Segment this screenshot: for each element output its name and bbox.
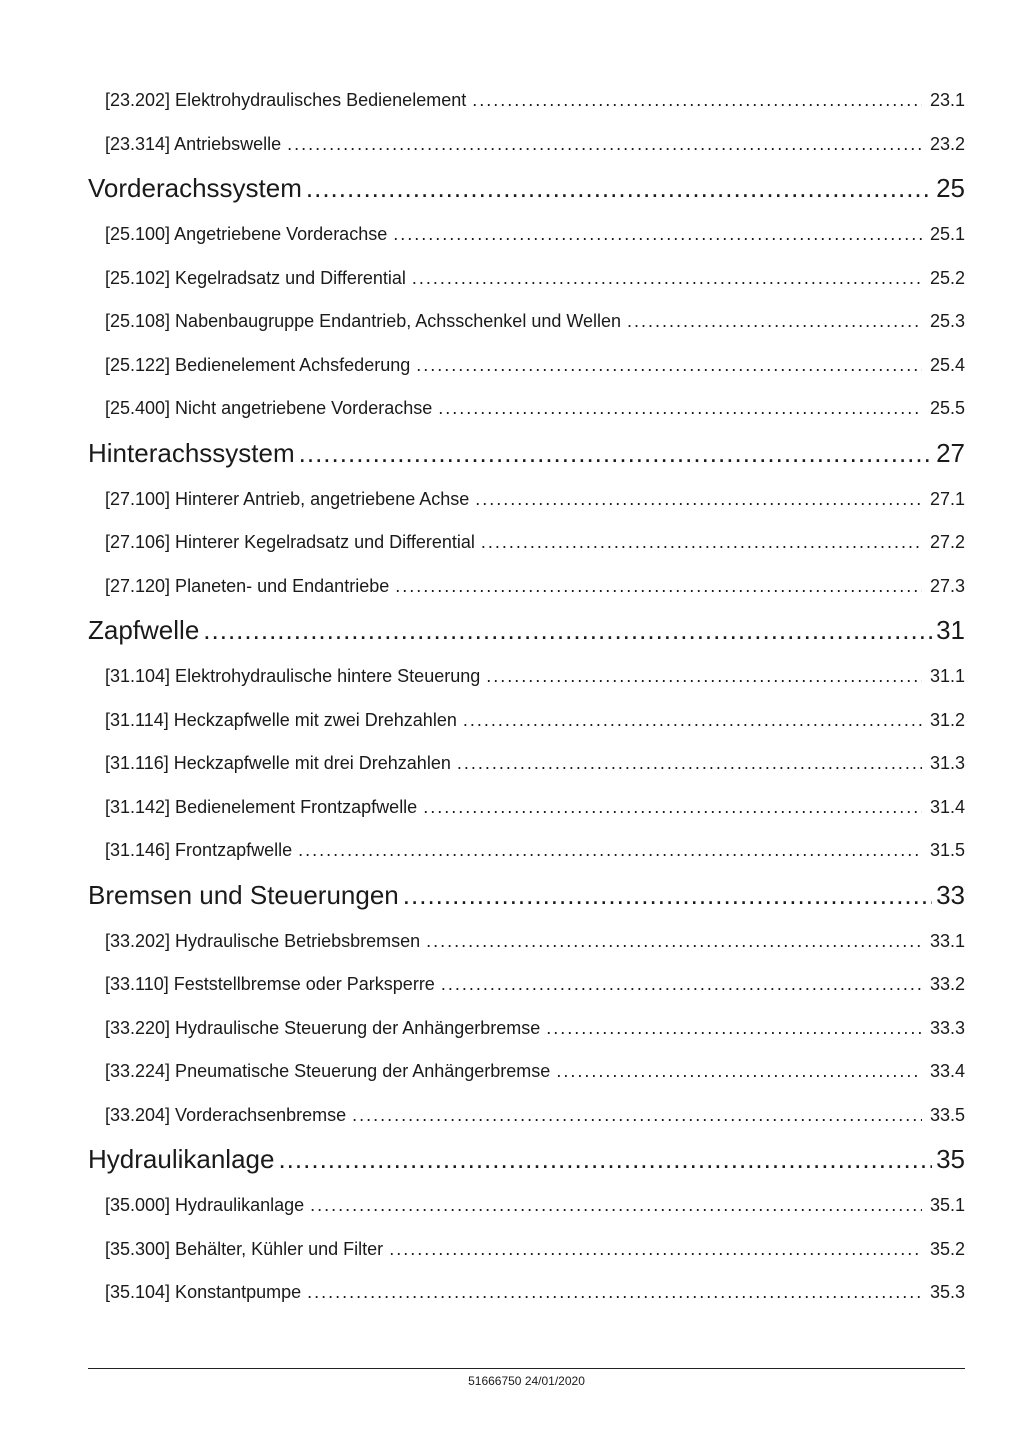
dot-leader: [475, 489, 922, 510]
dot-leader: [481, 532, 922, 553]
dot-leader: [298, 840, 922, 861]
toc-page-number: 25.2: [929, 267, 965, 288]
toc-entry[interactable]: [88, 214, 965, 258]
toc-entry-title: [27.100] Hinterer Antrieb, angetriebene Achse: [105, 488, 470, 509]
toc-entry[interactable]: [88, 921, 965, 965]
toc-page-number: 23.1: [929, 90, 965, 110]
toc-entry-title: Hinterachssystem: [88, 437, 295, 468]
toc-entry-title: [25.100] Angetriebene Vorderachse: [105, 224, 388, 244]
toc-page-number: 31: [936, 615, 965, 645]
dot-leader: [307, 1282, 922, 1303]
footer-divider: [88, 1368, 965, 1369]
toc-page-number: 25: [936, 173, 965, 203]
dot-leader: [287, 134, 922, 155]
toc-entry[interactable]: [88, 1008, 965, 1052]
toc-entry[interactable]: [88, 124, 965, 168]
toc-entry[interactable]: [88, 301, 965, 345]
toc-page-number: 31.5: [929, 840, 965, 860]
toc-entry[interactable]: [88, 80, 965, 124]
dot-leader: [457, 753, 922, 774]
toc-entry[interactable]: [88, 964, 965, 1008]
toc-entry[interactable]: [88, 787, 965, 831]
toc-entry[interactable]: [88, 1095, 965, 1139]
toc-entry-title: [35.300] Behälter, Kühler und Filter: [105, 1238, 384, 1259]
toc-entry-title: [25.122] Bedienelement Achsfederung: [105, 354, 411, 375]
toc-entry-title: [31.104] Elektrohydraulische hintere Steuerung: [105, 666, 481, 686]
dot-leader: [203, 615, 932, 646]
toc-entry-title: [35.104] Konstantpumpe: [105, 1282, 302, 1302]
toc-entry-title: [23.202] Elektrohydraulisches Bedienelement: [105, 90, 467, 110]
toc-page-number: 23.2: [929, 133, 965, 154]
toc-entry-title: [33.220] Hydraulische Steuerung der Anhängerbremse: [105, 1017, 541, 1038]
toc-page-number: 27.1: [929, 488, 965, 509]
toc-page-number: 27.2: [929, 532, 965, 552]
toc-page-number: 31.3: [929, 753, 965, 773]
dot-leader: [310, 1195, 922, 1216]
dot-leader: [352, 1105, 922, 1126]
toc-section-heading[interactable]: [88, 1138, 965, 1185]
dot-leader: [472, 90, 922, 111]
toc-section-heading[interactable]: [88, 432, 965, 479]
dot-leader: [556, 1061, 922, 1082]
toc-page-number: 25.1: [929, 224, 965, 244]
toc-entry-title: [33.202] Hydraulische Betriebsbremsen: [105, 930, 421, 951]
toc-page-number: 33.1: [929, 930, 965, 951]
toc-entry-title: [23.314] Antriebswelle: [105, 133, 282, 154]
dot-leader: [403, 880, 932, 911]
dot-leader: [393, 224, 922, 245]
toc-entry-title: [35.000] Hydraulikanlage: [105, 1195, 305, 1215]
toc-page-number: 33.5: [929, 1104, 965, 1125]
toc-page-number: 35.3: [929, 1282, 965, 1302]
toc-entry[interactable]: [88, 700, 965, 744]
toc-entry-title: [25.108] Nabenbaugruppe Endantrieb, Achsschenkel und Wellen: [105, 311, 622, 331]
toc-entry-title: [31.146] Frontzapfwelle: [105, 840, 293, 860]
toc-page-number: 35: [936, 1144, 965, 1174]
dot-leader: [546, 1018, 922, 1039]
toc-entry[interactable]: [88, 1185, 965, 1229]
dot-leader: [463, 710, 922, 731]
toc-entry-title: [31.116] Heckzapfwelle mit drei Drehzahlen: [105, 753, 451, 773]
dot-leader: [441, 974, 922, 995]
toc-page-number: 31.1: [929, 666, 965, 686]
toc-entry-title: Bremsen und Steuerungen: [88, 879, 399, 910]
toc-page-number: 33: [936, 879, 965, 910]
dot-leader: [395, 576, 922, 597]
toc-page-number: 33.2: [929, 974, 965, 994]
footer-document-id: 51666750 24/01/2020: [468, 1374, 585, 1388]
toc-entry[interactable]: [88, 479, 965, 523]
toc-page-number: 35.1: [929, 1195, 965, 1215]
toc-entry[interactable]: [88, 830, 965, 874]
dot-leader: [278, 1144, 932, 1175]
dot-leader: [416, 355, 922, 376]
dot-leader: [299, 438, 932, 469]
toc-page-number: 31.2: [929, 709, 965, 730]
dot-leader: [306, 173, 932, 204]
toc-entry[interactable]: [88, 566, 965, 610]
toc-entry[interactable]: [88, 656, 965, 700]
toc-entry[interactable]: [88, 1229, 965, 1273]
toc-entry-title: [33.224] Pneumatische Steuerung der Anhängerbremse: [105, 1061, 551, 1081]
toc-entry-title: [27.106] Hinterer Kegelradsatz und Differential: [105, 532, 475, 552]
dot-leader: [486, 666, 922, 687]
dot-leader: [412, 268, 922, 289]
toc-entry[interactable]: [88, 1272, 965, 1316]
toc-entry[interactable]: [88, 1051, 965, 1095]
dot-leader: [423, 797, 922, 818]
toc-entry[interactable]: [88, 522, 965, 566]
toc-entry-title: Vorderachssystem: [88, 173, 302, 203]
toc-entry[interactable]: [88, 345, 965, 389]
toc-page-number: 25.4: [929, 354, 965, 375]
toc-entry-title: Hydraulikanlage: [88, 1144, 275, 1174]
toc-page-number: 25.5: [929, 398, 965, 418]
dot-leader: [426, 931, 922, 952]
toc-section-heading[interactable]: [88, 167, 965, 214]
toc-page-number: 27.3: [929, 575, 965, 596]
toc-entry[interactable]: [88, 388, 965, 432]
dot-leader: [438, 398, 922, 419]
toc-page-number: 33.4: [929, 1061, 965, 1081]
toc-page-number: 35.2: [929, 1238, 965, 1259]
toc-entry-title: [31.142] Bedienelement Frontzapfwelle: [105, 796, 418, 817]
toc-entry-title: [27.120] Planeten- und Endantriebe: [105, 575, 390, 596]
toc-entry-title: [33.110] Feststellbremse oder Parksperre: [105, 974, 435, 994]
table-of-contents: [88, 80, 965, 1316]
toc-page-number: 31.4: [929, 796, 965, 817]
toc-section-heading[interactable]: [88, 874, 965, 921]
dot-leader: [389, 1239, 922, 1260]
toc-entry-title: [33.204] Vorderachsenbremse: [105, 1104, 347, 1125]
toc-entry[interactable]: [88, 743, 965, 787]
toc-page-number: 25.3: [929, 311, 965, 331]
toc-page-number: 27: [936, 437, 965, 468]
toc-entry-title: [31.114] Heckzapfwelle mit zwei Drehzahlen: [105, 709, 457, 730]
toc-entry-title: Zapfwelle: [88, 615, 200, 645]
toc-page-number: 33.3: [929, 1017, 965, 1038]
toc-entry-title: [25.102] Kegelradsatz und Differential: [105, 267, 406, 288]
dot-leader: [627, 311, 922, 332]
toc-section-heading[interactable]: [88, 609, 965, 656]
toc-entry[interactable]: [88, 258, 965, 302]
toc-entry-title: [25.400] Nicht angetriebene Vorderachse: [105, 398, 433, 418]
